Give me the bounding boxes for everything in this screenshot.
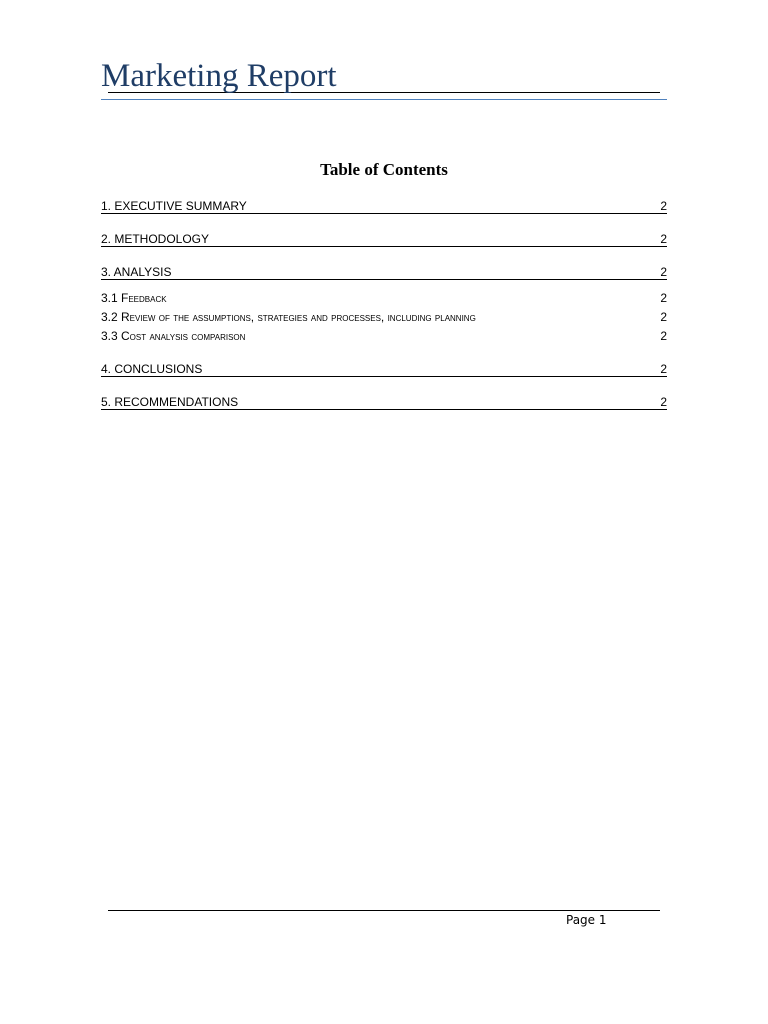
toc-entry-review-assumptions[interactable] bbox=[101, 309, 667, 324]
toc-entry-page: 2 bbox=[660, 362, 667, 376]
toc-entry-page: 2 bbox=[660, 310, 667, 324]
footer-page-number: Page 1 bbox=[566, 913, 607, 927]
toc-entry-label: 3. ANALYSIS bbox=[101, 265, 172, 279]
toc-entry-label: 3.1 Feedback bbox=[101, 291, 167, 305]
toc-entry-analysis[interactable] bbox=[101, 264, 667, 280]
toc-entry-page: 2 bbox=[660, 395, 667, 409]
footer-rule bbox=[108, 910, 660, 911]
title-underline bbox=[101, 99, 667, 100]
toc-entry-label: 5. RECOMMENDATIONS bbox=[101, 395, 239, 409]
toc-entry-page: 2 bbox=[660, 265, 667, 279]
toc-entry-page: 2 bbox=[660, 232, 667, 246]
toc-entry-page: 2 bbox=[660, 291, 667, 305]
toc-entry-recommendations[interactable] bbox=[101, 394, 667, 410]
toc-entry-executive-summary[interactable] bbox=[101, 198, 667, 214]
toc-entry-cost-analysis[interactable] bbox=[101, 328, 667, 343]
toc-entry-methodology[interactable] bbox=[101, 231, 667, 247]
toc-entry-label: 3.3 Cost analysis comparison bbox=[101, 329, 246, 343]
toc-heading: Table of Contents bbox=[320, 160, 448, 179]
toc-entry-page: 2 bbox=[660, 199, 667, 213]
toc-entry-feedback[interactable] bbox=[101, 290, 667, 305]
toc-entry-label: 2. METHODOLOGY bbox=[101, 232, 210, 246]
toc-entry-label: 4. CONCLUSIONS bbox=[101, 362, 203, 376]
toc-entry-label: 1. EXECUTIVE SUMMARY bbox=[101, 199, 247, 213]
toc-entry-conclusions[interactable] bbox=[101, 361, 667, 377]
document-title: Marketing Report bbox=[101, 58, 337, 94]
toc-entry-page: 2 bbox=[660, 329, 667, 343]
toc-entry-label: 3.2 Review of the assumptions, strategies and processes, including planning bbox=[101, 310, 476, 324]
